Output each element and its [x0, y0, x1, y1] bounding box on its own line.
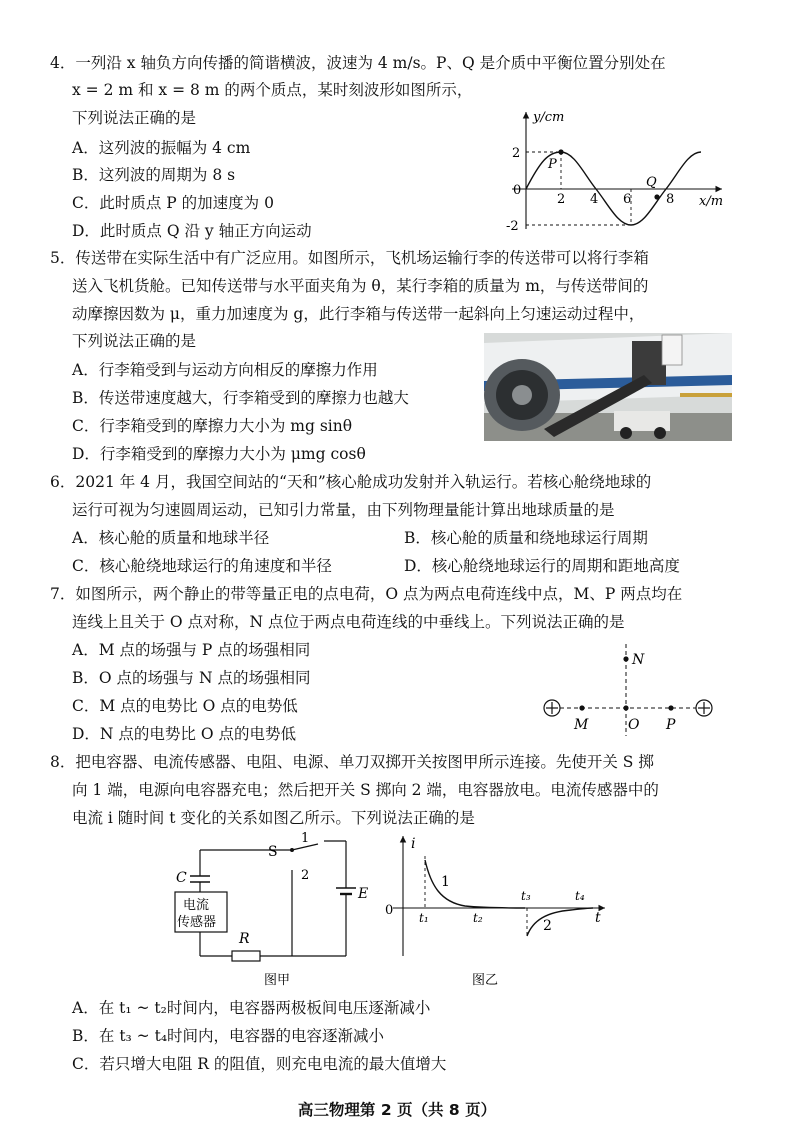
point-p-charge	[668, 705, 673, 710]
point-m	[579, 705, 584, 710]
m-label: M	[574, 717, 589, 733]
q4-stem-line-3: 下列说法正确的是	[72, 109, 197, 127]
q7-option-a: A．M 点的场强与 P 点的场强相同	[72, 641, 311, 659]
t4-label: t₄	[575, 889, 585, 903]
point-p	[558, 149, 563, 154]
x-tick-2: 2	[557, 192, 566, 207]
q4-option-d: D．此时质点 Q 沿 y 轴正方向运动	[72, 222, 312, 240]
q6-stem-line-1: 6．2021 年 4 月，我国空间站的“天和”核心舱成功发射并入轨运行。若核心舱绕地球的	[50, 473, 652, 491]
x-tick-8: 8	[666, 192, 675, 207]
y-tick-minus-2: -2	[506, 219, 519, 234]
q7-stem-line-1: 7．如图所示，两个静止的带等量正电的点电荷，O 点为两点电荷连线中点，M、P 两点均在	[50, 585, 683, 603]
x-tick-6: 6	[623, 192, 632, 207]
wave-graph	[500, 104, 740, 238]
discharging-curve	[527, 908, 593, 936]
q8-stem-line-3: 电流 i 随时间 t 变化的关系如图乙所示。下列说法正确的是	[72, 809, 475, 827]
page-footer: 高三物理第 2 页（共 8 页）	[297, 1101, 497, 1119]
q5-option-b: B．传送带速度越大，行李箱受到的摩擦力也越大	[72, 389, 409, 407]
q8-option-a: A．在 t₁ ~ t₂时间内，电容器两极板间电压逐渐减小	[72, 999, 431, 1017]
point-q	[654, 194, 659, 199]
q4-stem-line-2: x = 2 m 和 x = 8 m 的两个质点，某时刻波形如图所示，	[72, 81, 473, 99]
q8-option-b: B．在 t₃ ~ t₄时间内，电容器的电容逐渐减小	[72, 1027, 385, 1045]
q6-option-c: C．核心舱绕地球运行的角速度和半径	[72, 557, 332, 575]
r-label: R	[239, 931, 250, 947]
resistor-r	[232, 951, 260, 961]
q4-stem-line-1: 4．一列沿 x 轴负方向传播的简谐横波，波速为 4 m/s。P、Q 是介质中平衡位置分别处在	[50, 54, 666, 72]
q5-option-a: A．行李箱受到与运动方向相反的摩擦力作用	[72, 361, 378, 379]
charge-figure	[530, 640, 730, 740]
q8-stem-line-1: 8．把电容器、电流传感器、电阻、电源、单刀双掷开关按图甲所示连接。先使开关 S 掷	[50, 753, 654, 771]
q6-stem-line-2: 运行可视为匀速圆周运动，已知引力常量，由下列物理量能计算出地球质量的是	[72, 501, 615, 519]
contact-1-label: 1	[301, 831, 310, 846]
t2-label: t₂	[473, 911, 483, 925]
q4-option-c: C．此时质点 P 的加速度为 0	[72, 194, 274, 212]
point-o	[623, 705, 628, 710]
q7-option-b: B．O 点的场强与 N 点的场强相同	[72, 669, 311, 687]
y-tick-0: 0	[513, 183, 522, 198]
curve-1-label: 1	[441, 874, 450, 890]
x-tick-4: 4	[590, 192, 599, 207]
n-label: N	[632, 652, 645, 668]
t-axis-label: t	[595, 910, 601, 926]
q6-option-a: A．核心舱的质量和地球半径	[72, 529, 270, 547]
q5-stem-line-3: 动摩擦因数为 μ，重力加速度为 g，此行李箱与传送带一起斜向上匀速运动过程中，	[72, 305, 645, 323]
t3-label: t₃	[521, 889, 531, 903]
q5-stem-line-1: 5．传送带在实际生活中有广泛应用。如图所示，飞机场运输行李的传送带可以将行李箱	[50, 249, 649, 267]
q7-option-c: C．M 点的电势比 O 点的电势低	[72, 697, 298, 715]
q6-option-b: B．核心舱的质量和绕地球运行周期	[404, 529, 648, 547]
q8-option-c: C．若只增大电阻 R 的阻值，则充电电流的最大值增大	[72, 1055, 447, 1073]
p-label: P	[548, 157, 557, 172]
q5-option-c: C．行李箱受到的摩擦力大小为 mg sinθ	[72, 417, 353, 435]
circuit-diagram	[170, 830, 380, 992]
figure-b-caption: 图乙	[472, 973, 499, 988]
q-label: Q	[646, 175, 657, 190]
q5-stem-line-4: 下列说法正确的是	[72, 332, 197, 350]
c-label: C	[176, 870, 187, 886]
figure-a-caption: 图甲	[264, 973, 291, 988]
origin-label: 0	[385, 903, 394, 918]
current-time-graph	[375, 830, 610, 992]
sensor-label-2: 传感器	[177, 915, 217, 930]
point-n	[623, 656, 628, 661]
t1-label: t₁	[419, 911, 429, 925]
q4-option-a: A．这列波的振幅为 4 cm	[72, 139, 251, 157]
s-label: S	[268, 844, 278, 860]
airport-conveyor-photo	[484, 333, 732, 441]
e-label: E	[358, 886, 369, 902]
y-tick-2: 2	[512, 146, 521, 161]
q5-option-d: D．行李箱受到的摩擦力大小为 μmg cosθ	[72, 445, 366, 463]
o-label: O	[628, 717, 640, 733]
contact-2-label: 2	[301, 868, 310, 883]
curve-2-label: 2	[543, 918, 552, 934]
q4-option-b: B．这列波的周期为 8 s	[72, 166, 236, 184]
y-axis-label: y/cm	[533, 110, 565, 125]
i-axis-label: i	[411, 836, 416, 852]
charging-curve	[425, 860, 525, 908]
q7-option-d: D．N 点的电势比 O 点的电势低	[72, 725, 296, 743]
p-charge-label: P	[666, 717, 676, 733]
q6-option-d: D．核心舱绕地球运行的周期和距地高度	[404, 557, 680, 575]
q5-stem-line-2: 送入飞机货舱。已知传送带与水平面夹角为 θ，某行李箱的质量为 m，与传送带间的	[72, 277, 649, 295]
q8-stem-line-2: 向 1 端，电源向电容器充电；然后把开关 S 掷向 2 端，电容器放电。电流传感器中的	[72, 781, 659, 799]
q7-stem-line-2: 连线上且关于 O 点对称，N 点位于两点电荷连线的中垂线上。下列说法正确的是	[72, 613, 625, 631]
sensor-label-1: 电流	[183, 898, 210, 913]
x-axis-label: x/m	[699, 194, 724, 209]
